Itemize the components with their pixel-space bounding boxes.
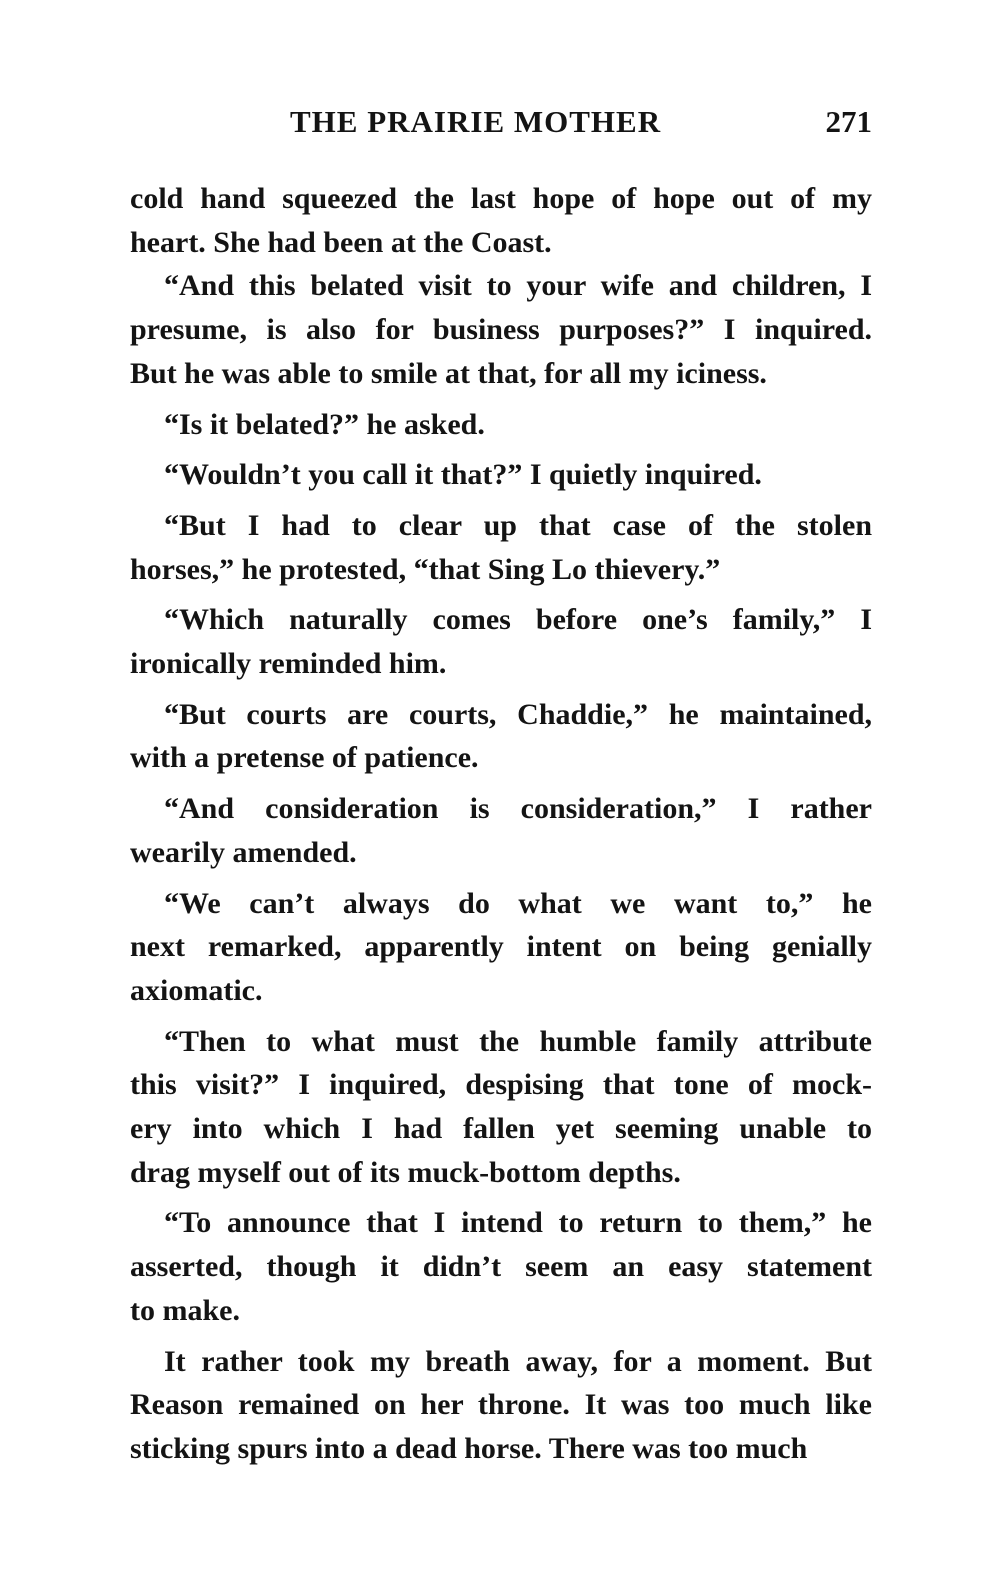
text-line: “Is it belated?” he asked. [164, 407, 485, 441]
text-line: “Then to what must the humble family attribute [164, 1024, 872, 1058]
running-title: THE PRAIRIE MOTHER [290, 104, 662, 139]
body-text [130, 177, 872, 1471]
paragraph [130, 453, 872, 497]
text-line: wearily amended. [130, 835, 357, 869]
text-line: “But I had to clear up that case of the stolen [164, 508, 872, 542]
text-line: cold hand squeezed the last hope of hope out of my [130, 182, 872, 215]
text-line: Reason remained on her throne. It was too much like [130, 1388, 872, 1422]
text-line: “To announce that I intend to return to them,” he [164, 1206, 872, 1240]
text-line: this visit?” I inquired, despising that tone of mock- [130, 1068, 872, 1102]
text-line: to make. [130, 1293, 240, 1327]
text-line: presume, is also for business purposes?” I inquired. [130, 313, 872, 347]
text-line: ironically reminded him. [130, 647, 447, 681]
text-line: “And consideration is consideration,” I rather [164, 792, 872, 826]
text-line: horses,” he protested, “that Sing Lo thievery.” [130, 552, 721, 586]
paragraph [130, 1020, 872, 1195]
text-line: asserted, though it didn’t seem an easy statement [130, 1250, 872, 1284]
paragraph [130, 598, 872, 685]
paragraph [130, 177, 872, 264]
text-line: with a pretense of patience. [130, 741, 479, 775]
text-line: heart. She had been at the Coast. [130, 225, 552, 259]
paragraph [130, 1340, 872, 1471]
text-line: next remarked, apparently intent on being genially [130, 930, 872, 964]
text-line: “Which naturally comes before one’s family,” I [164, 603, 872, 637]
page-number: 271 [825, 104, 872, 139]
paragraph [130, 787, 872, 874]
paragraph [130, 504, 872, 591]
text-line: sticking spurs into a dead horse. There was too much [130, 1431, 808, 1465]
text-line: axiomatic. [130, 973, 263, 1007]
text-line: “But courts are courts, Chaddie,” he maintained, [164, 697, 872, 731]
page-header [130, 104, 872, 148]
text-line: “We can’t always do what we want to,” he [164, 886, 872, 920]
text-line: “And this belated visit to your wife and children, I [164, 269, 872, 303]
paragraph [130, 693, 872, 780]
text-line: ery into which I had fallen yet seeming unable to [130, 1112, 872, 1146]
paragraph [130, 264, 872, 395]
text-line: It rather took my breath away, for a moment. But [164, 1344, 872, 1378]
paragraph [130, 882, 872, 1013]
text-line: “Wouldn’t you call it that?” I quietly inquired. [164, 458, 762, 492]
text-line: drag myself out of its muck-bottom depths. [130, 1155, 681, 1189]
paragraph [130, 403, 872, 447]
paragraph [130, 1201, 872, 1332]
text-line: But he was able to smile at that, for all my iciness. [130, 356, 767, 390]
